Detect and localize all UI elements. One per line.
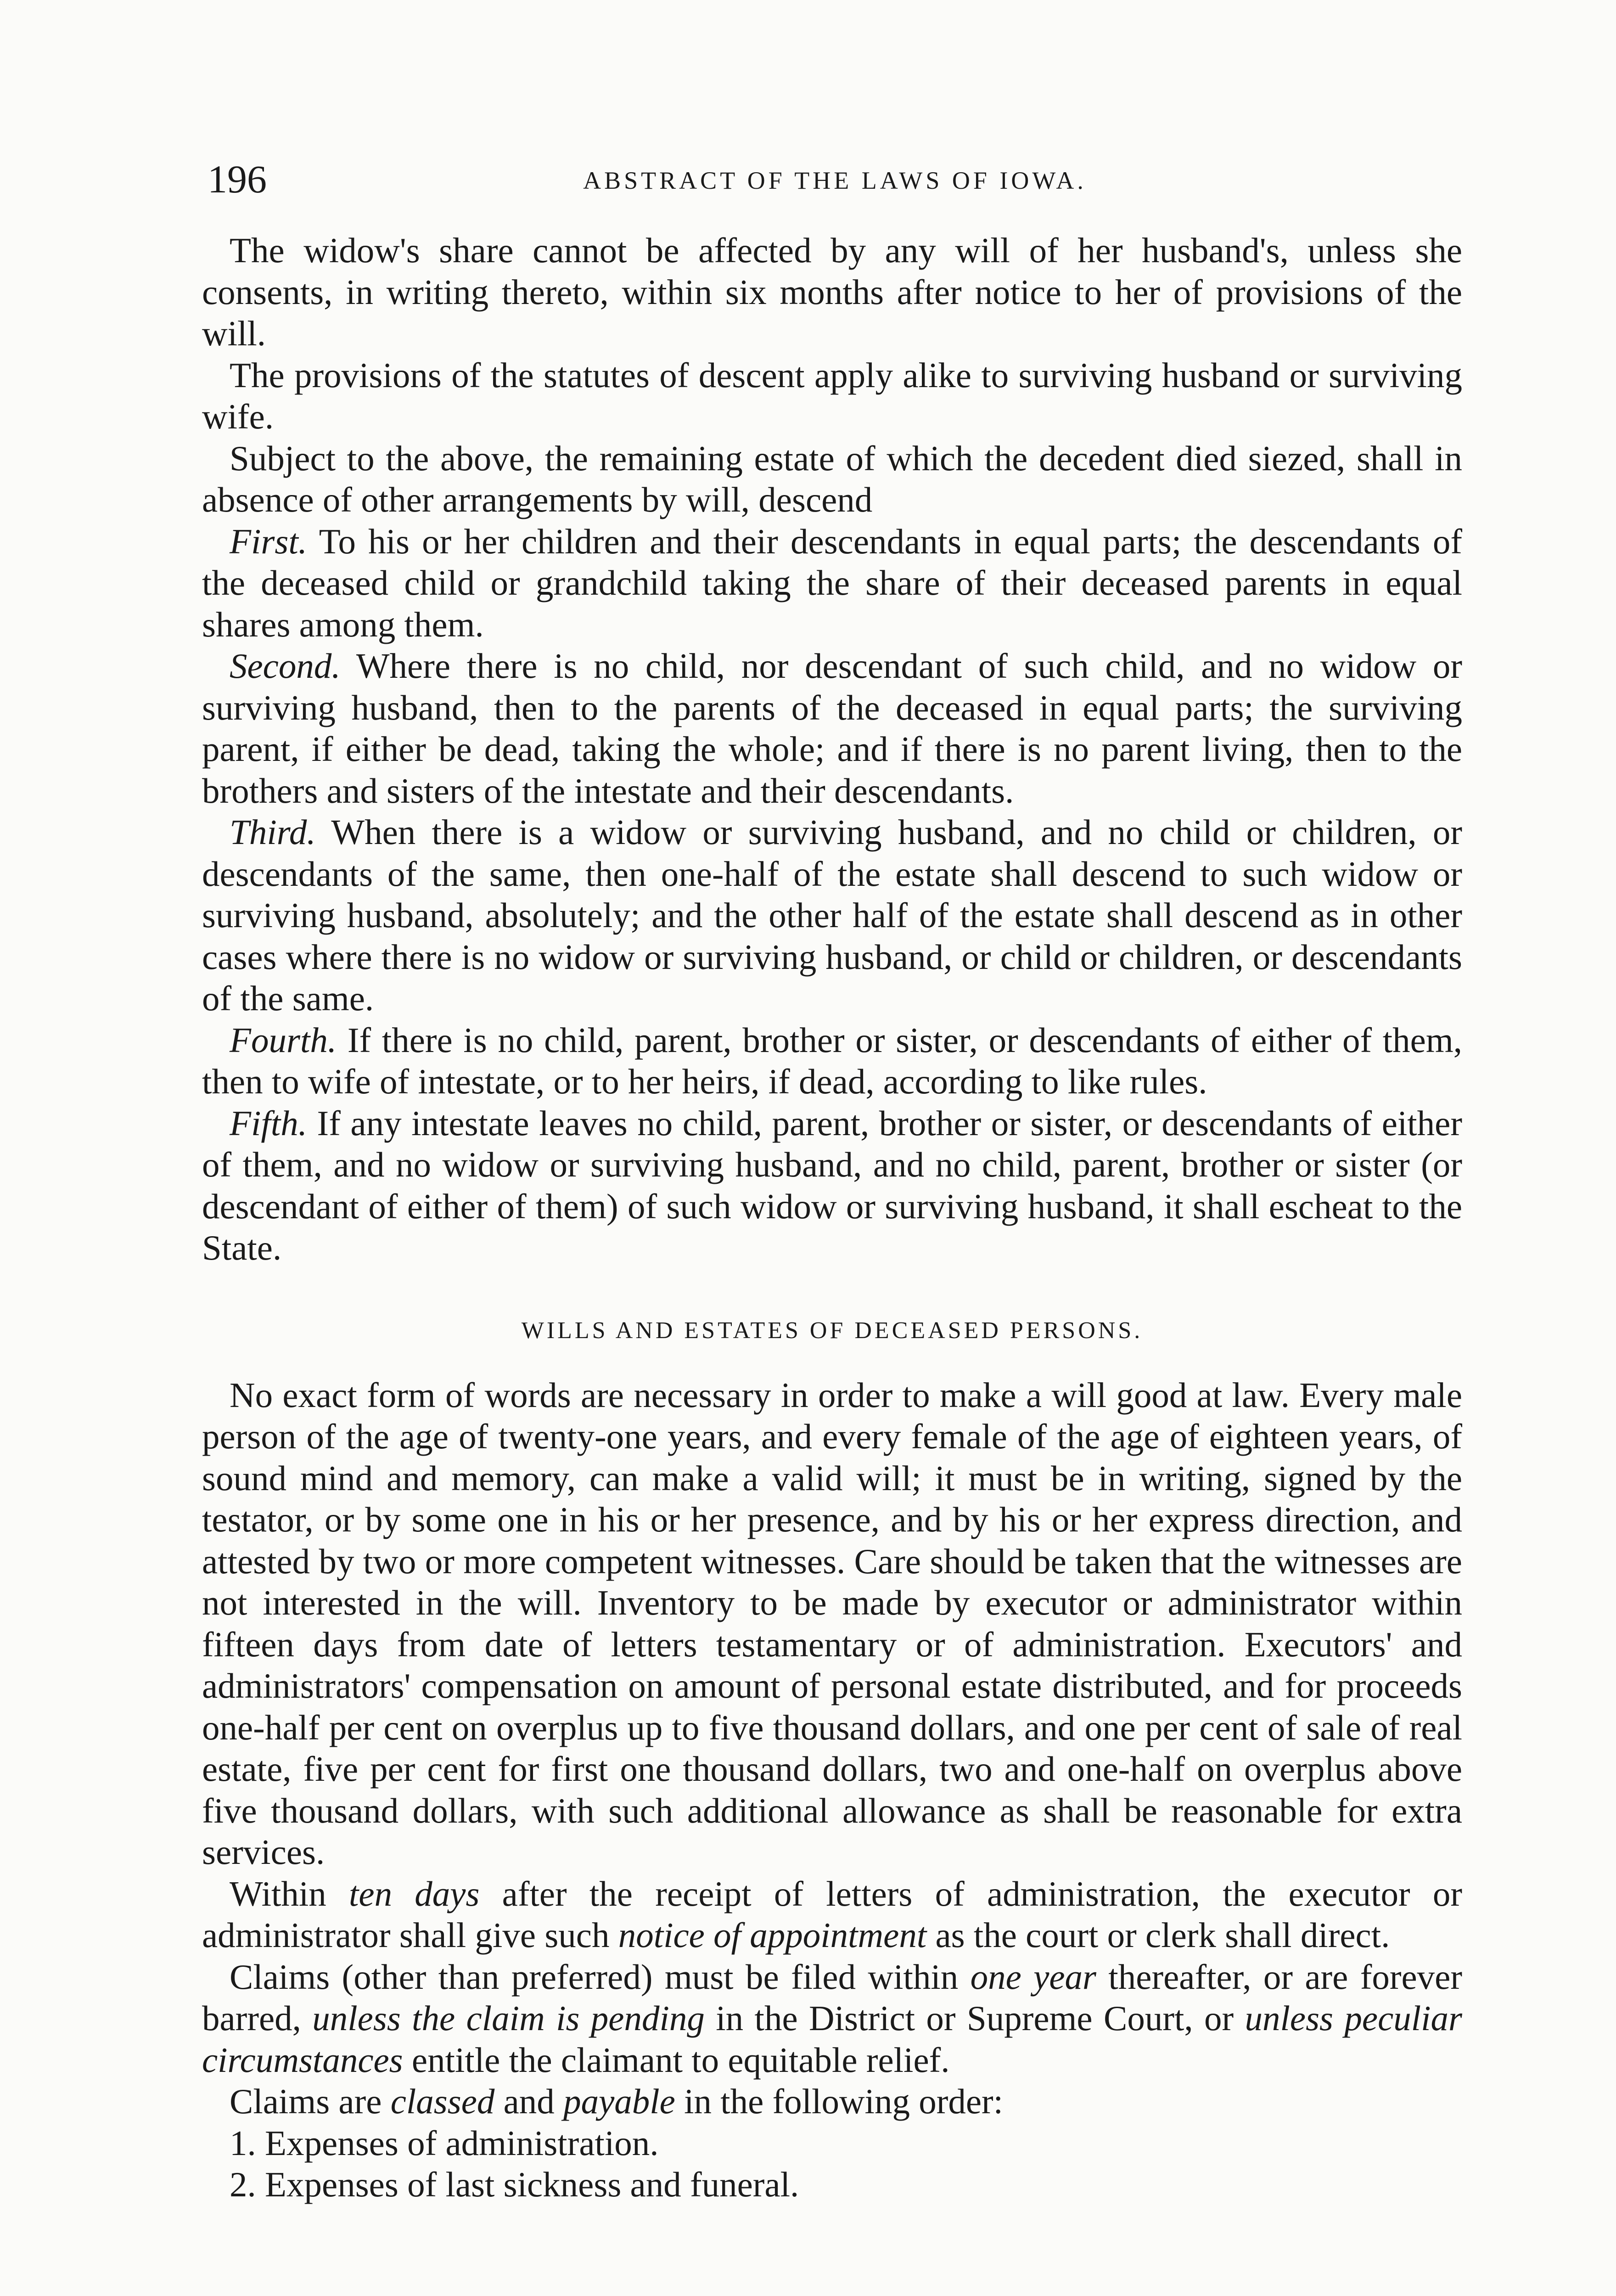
list-item: 1. Expenses of administration.	[230, 2123, 659, 2163]
paragraph-notice-appointment: Within ten days after the receipt of letters of administration, the executor or administrator shall give such notice of appointment as the court or clerk shall direct.	[202, 1874, 1462, 1955]
running-title: ABSTRACT OF THE LAWS OF IOWA.	[583, 167, 1087, 194]
page-number: 196	[208, 157, 267, 201]
label-third: Third.	[230, 812, 316, 852]
paragraph-fourth: Fourth. If there is no child, parent, brother or sister, or descendants of either of them, then to wife of intestate, or to her heirs, if dead, according to like rules.	[202, 1020, 1462, 1101]
list-item: 2. Expenses of last sickness and funeral.	[230, 2165, 799, 2204]
paragraph-widow-share: The widow's share cannot be affected by any will of her husband's, unless she consents, in writing thereto, within six months after notice to her of provisions of the will.	[202, 231, 1462, 353]
paragraph-wills: No exact form of words are necessary in order to make a will good at law. Every male person of the age of twenty-one years, and every female of the age of eighteen years, of sound mind and memory, can make a valid will; it must be in writing, signed by the testator, or by some one in his or her presence, and by his or her express direction, and attested by two or more competent witnesses. Care should be taken that the witnesses are not interested in the will. Inventory to be made by executor or administrator within fifteen days from date of letters testamentary or of administration. Executors' and administrators' compensation on amount of personal estate distributed, and for proceeds one-half per cent on overplus up to five thousand dollars, and one per cent of sale of real estate, five per cent for first one thousand dollars, two and one-half on overplus above five thousand dollars, with such additional allowance as shall be reasonable for extra services.	[202, 1375, 1462, 1872]
paragraph-second: Second. Where there is no child, nor descendant of such child, and no widow or surviving husband, then to the parents of the deceased in equal parts; the surviving parent, if either be dead, taking the whole; and if there is no parent living, then to the brothers and sisters of the intestate and their descendants.	[202, 646, 1463, 810]
body-text	[202, 230, 1462, 2206]
label-fifth: Fifth.	[230, 1103, 307, 1143]
paragraph-fifth: Fifth. If any intestate leaves no child, parent, brother or sister, or descendants of either of them, and no widow or surviving husband, and no child, parent, brother or sister (or descendant of either of them) of such widow or surviving husband, it shall escheat to the State.	[202, 1103, 1462, 1267]
label-second: Second.	[230, 646, 341, 686]
paragraph-claims-order: Claims are classed and payable in the following order:	[230, 2082, 1004, 2121]
paragraph-claims-filing: Claims (other than preferred) must be filed within one year thereafter, or are forever barred, unless the claim is pending in the District or Supreme Court, or unless peculiar circumstances entitle the claimant to equitable relief.	[202, 1957, 1463, 2080]
paragraph-first: First. To his or her children and their descendants in equal parts; the descendants of the deceased child or grandchild taking the share of their deceased parents in equal shares among them.	[202, 521, 1463, 644]
paragraph-statutes-descent: The provisions of the statutes of descent apply alike to surviving husband or surviving wife.	[202, 355, 1462, 436]
label-fourth: Fourth.	[230, 1020, 337, 1060]
label-first: First.	[230, 521, 308, 561]
paragraph-third: Third. When there is a widow or surviving husband, and no child or children, or descendants of the same, then one-half of the estate shall descend to such widow or surviving husband, absolutely; and the other half of the estate shall descend as in other cases where there is no widow or surviving husband, or child or children, or descendants of the same.	[202, 812, 1462, 1018]
section-title: WILLS AND ESTATES OF DECEASED PERSONS.	[521, 1317, 1143, 1344]
page-header	[208, 156, 1462, 202]
paragraph-subject-above: Subject to the above, the remaining estate of which the decedent died siezed, shall in absence of other arrangements by will, descend	[202, 438, 1462, 519]
